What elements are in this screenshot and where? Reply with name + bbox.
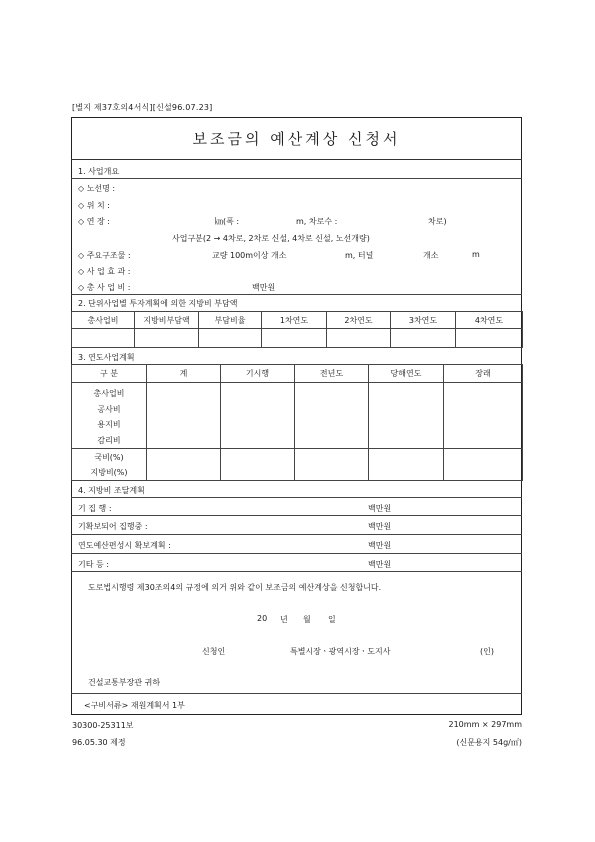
- divider: [71, 553, 522, 554]
- annual-plan-table: [71, 364, 523, 481]
- funding-line-unit: 백만원: [368, 504, 392, 513]
- route-label: ◇ 노선명 :: [78, 184, 116, 193]
- seal-mark: (인): [480, 647, 494, 656]
- form-title: 보조금의 예산계상 신청서: [71, 117, 522, 160]
- column-header: 3차연도: [391, 312, 456, 329]
- divider: [71, 515, 522, 516]
- input-cell[interactable]: [147, 449, 221, 481]
- paper-size: 210mm × 297mm: [448, 720, 522, 729]
- total-cost-label: ◇ 총 사 업 비 :: [78, 283, 131, 292]
- section1-title: 1. 사업개요: [78, 167, 120, 176]
- funding-row-labels: [72, 449, 147, 481]
- divider: [71, 178, 522, 179]
- input-cell[interactable]: [369, 383, 444, 449]
- column-header: 총사업비: [72, 312, 135, 329]
- input-cell[interactable]: [327, 329, 391, 348]
- input-cell[interactable]: [147, 383, 221, 449]
- column-header: 지방비부담액: [135, 312, 199, 329]
- effect-label: ◇ 사 업 효 과 :: [78, 267, 131, 276]
- column-header: 구 분: [72, 365, 147, 383]
- input-cell[interactable]: [391, 329, 456, 348]
- column-header: 장래: [444, 365, 523, 383]
- input-cell[interactable]: [444, 383, 523, 449]
- input-cell[interactable]: [262, 329, 327, 348]
- structure-bridge: 교량 100m이상 개소: [212, 251, 287, 260]
- divider: [71, 693, 522, 694]
- column-header: 전년도: [295, 365, 369, 383]
- applicant-org: 특별시장ㆍ광역시장ㆍ도지사: [290, 647, 391, 656]
- divider: [71, 571, 522, 572]
- funding-line-label: 기타 등 :: [78, 560, 109, 569]
- column-header: 계: [147, 365, 221, 383]
- funding-line-unit: 백만원: [368, 522, 392, 531]
- cost-row-labels: [72, 383, 147, 449]
- funding-line-unit: 백만원: [368, 541, 392, 550]
- length-lanes: 차로): [428, 217, 447, 226]
- structure-m2: m: [472, 250, 480, 259]
- row-label: 공사비: [97, 404, 121, 414]
- column-header: 2차연도: [327, 312, 391, 329]
- column-header: 1차연도: [262, 312, 327, 329]
- input-cell[interactable]: [199, 329, 262, 348]
- input-cell[interactable]: [369, 449, 444, 481]
- funding-line-label: 기 집 행 :: [78, 504, 112, 513]
- length-m: m, 차로수 :: [296, 217, 338, 226]
- date-month: 월: [303, 615, 311, 624]
- input-cell[interactable]: [221, 383, 295, 449]
- section2-title: 2. 단위사업별 투자계획에 의한 지방비 부담액: [78, 299, 238, 308]
- burden-table: [71, 311, 523, 348]
- section4-title: 4. 지방비 조달계획: [78, 486, 145, 495]
- input-cell[interactable]: [456, 329, 523, 348]
- length-km: ㎞(폭 :: [215, 217, 240, 226]
- length-label: ◇ 연 장 :: [78, 217, 110, 226]
- form-code: 30300-25311보: [72, 721, 134, 730]
- input-cell[interactable]: [295, 449, 369, 481]
- funding-line-label: 연도예산편성시 확보계획 :: [78, 541, 171, 550]
- row-label: 국비(%): [94, 452, 124, 462]
- application-statement: 도로법시행령 제30조의4의 규정에 의거 위와 같이 보조금의 예산계상을 신청합니다.: [88, 583, 382, 592]
- input-cell[interactable]: [135, 329, 199, 348]
- input-cell[interactable]: [444, 449, 523, 481]
- addressee: 건설교통부장관 귀하: [88, 678, 161, 687]
- row-label: 총사업비: [93, 389, 125, 398]
- applicant-label: 신청인: [202, 647, 226, 656]
- divider: [71, 534, 522, 535]
- project-type-line: 사업구분(2 → 4차로, 2차로 신설, 4차로 신설, 노선개량): [172, 234, 370, 243]
- funding-line-label: 기확보되어 집행중 :: [78, 522, 148, 531]
- input-cell[interactable]: [221, 449, 295, 481]
- input-cell[interactable]: [295, 383, 369, 449]
- input-cell[interactable]: [72, 329, 135, 348]
- row-label: 용지비: [97, 420, 121, 429]
- column-header: 4차연도: [456, 312, 523, 329]
- date-year: 년: [280, 615, 288, 624]
- total-cost-unit: 백만원: [252, 283, 276, 292]
- structure-label: ◇ 주요구조물 :: [78, 251, 131, 260]
- row-label: 감리비: [97, 435, 121, 445]
- structure-m: m, 터널: [345, 251, 374, 260]
- divider: [71, 497, 522, 498]
- row-label: 지방비(%): [90, 467, 128, 477]
- structure-count: 개소: [423, 251, 439, 260]
- date-day: 일: [328, 615, 336, 624]
- required-documents: <구비서류> 재원계획서 1부: [84, 701, 185, 710]
- column-header: 기시행: [221, 365, 295, 383]
- section3-title: 3. 연도사업계획: [78, 353, 135, 362]
- enactment-date: 96.05.30 제정: [72, 738, 126, 747]
- funding-line-unit: 백만원: [368, 560, 392, 569]
- date-year-prefix: 20: [257, 614, 268, 623]
- location-label: ◇ 위 치 :: [78, 201, 110, 210]
- form-number-header: [별지 제37호의4서식][신설96.07.23]: [72, 103, 213, 112]
- column-header: 부담비율: [199, 312, 262, 329]
- divider: [71, 294, 522, 295]
- paper-type: (신문용지 54g/㎡): [456, 738, 522, 747]
- column-header: 당해연도: [369, 365, 444, 383]
